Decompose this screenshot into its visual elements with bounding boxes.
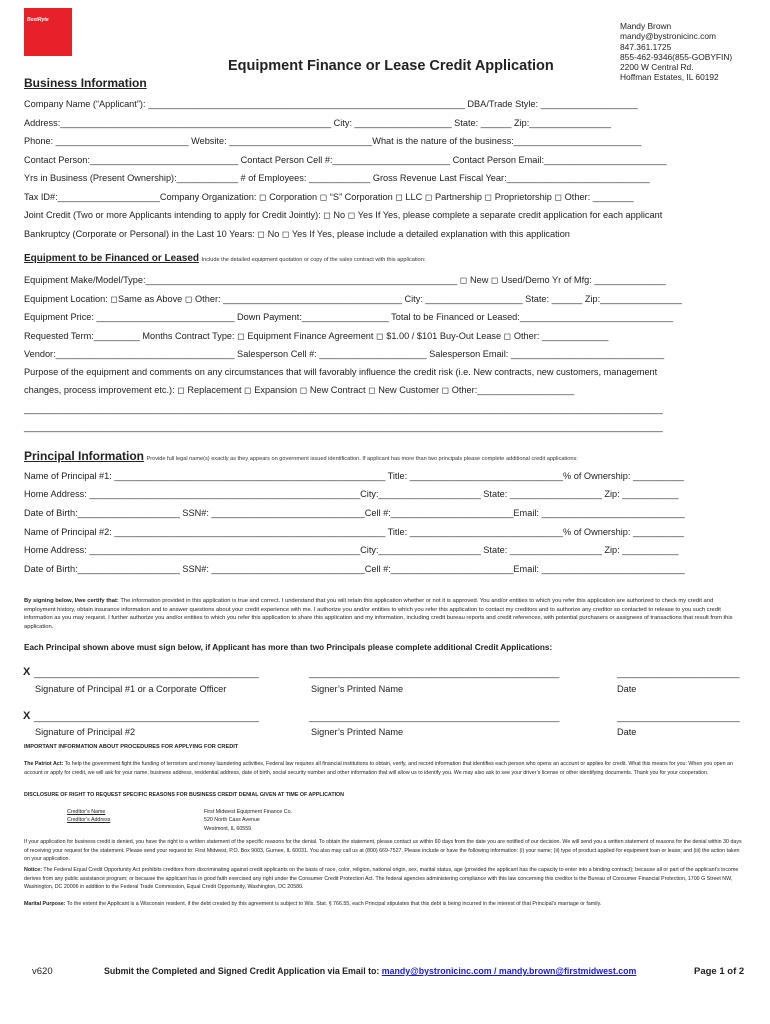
requested-term-line[interactable]: Requested Term:_________ Months Contract Type: ◻ Equipment Finance Agreement ◻ $1.00 / $101 Buy-Out Lease ◻ Other: _____________ bbox=[24, 331, 609, 341]
business-heading: Business Information bbox=[24, 76, 147, 90]
principal-note: Provide full legal name(s) exactly as they appears on government issued identification. If applicant has more than two principals please complete additional credit applications: bbox=[146, 456, 578, 462]
notice-lead: Notice: bbox=[24, 867, 42, 873]
printed-name2-line[interactable]: _________________________________________________ bbox=[309, 712, 560, 722]
contact-person-line[interactable]: Contact Person:_____________________________ Contact Person Cell #:_______________________ Contact Person Email:________________________ bbox=[24, 155, 667, 165]
company-logo bbox=[24, 8, 72, 56]
vendor-line[interactable]: Vendor:___________________________________ Salesperson Cell #: _____________________ Salesperson Email: ______________________________ bbox=[24, 349, 665, 359]
date1-label: Date bbox=[617, 684, 637, 694]
principal2-dob-line[interactable]: Date of Birth:____________________ SSN#: ______________________________Cell #:________________________Email: ____________________________ bbox=[24, 564, 685, 574]
submit-instructions bbox=[104, 966, 636, 976]
contact-address-city: Hoffman Estates, IL 60192 bbox=[620, 72, 719, 83]
joint-credit-line[interactable]: Joint Credit (Two or more Applicants intending to apply for Credit Jointly): ◻ No ◻ Yes If Yes, please complete a separate credit application for each applicant bbox=[24, 210, 663, 220]
equipment-price-line[interactable]: Equipment Price: ___________________________ Down Payment:_________________ Total to be Financed or Leased:______________________________ bbox=[24, 312, 674, 322]
contact-phone: 847.361.1725 bbox=[620, 41, 672, 52]
date2-label: Date bbox=[617, 727, 637, 737]
important-heading: IMPORTANT INFORMATION ABOUT PROCEDURES FOR APPLYING FOR CREDIT bbox=[24, 744, 239, 750]
patriot-act-paragraph bbox=[24, 760, 746, 778]
phone-website-line[interactable]: Phone: __________________________ Website: ____________________________What is the nature of the business:_________________________ bbox=[24, 136, 642, 146]
marital-purpose-lead: Marital Purpose: bbox=[24, 901, 66, 907]
version-label: v620 bbox=[32, 966, 53, 977]
contact-address-street: 2200 W Central Rd. bbox=[620, 62, 694, 73]
creditor-address-label: Creditor’s Address bbox=[67, 817, 111, 824]
equipment-location-line[interactable]: Equipment Location: ◻Same as Above ◻ Other: ___________________________________ City: ___________________ State: ______ Zip:________________ bbox=[24, 294, 682, 304]
years-in-business-line[interactable]: Yrs in Business (Present Ownership):____________ # of Employees: ____________ Gross Revenue Last Fiscal Year:____________________________ bbox=[24, 173, 650, 183]
page-title: Equipment Finance or Lease Credit Application bbox=[228, 58, 554, 74]
equipment-heading: Equipment to be Financed or Leased bbox=[24, 253, 200, 264]
tax-id-line[interactable]: Tax ID#:____________________Company Organization: ◻ Corporation ◻ “S” Corporation ◻ LLC ◻ Partnership ◻ Proprietorship ◻ Other: ________ bbox=[24, 192, 634, 202]
printed-name1-label: Signer’s Printed Name bbox=[311, 684, 404, 694]
marital-purpose-paragraph bbox=[24, 900, 746, 909]
principal-heading: Principal Information bbox=[24, 449, 145, 463]
bankruptcy-line[interactable]: Bankruptcy (Corporate or Personal) in the Last 10 Years: ◻ No ◻ Yes If Yes, please include a detailed explanation with this application bbox=[24, 229, 570, 239]
submit-text: Submit the Completed and Signed Credit Application via Email to: bbox=[104, 966, 380, 976]
creditor-city: Westmont, IL 60559 bbox=[204, 825, 252, 832]
certification-paragraph bbox=[24, 597, 746, 631]
sig1-x-mark: X bbox=[23, 666, 31, 678]
printed-name1-line[interactable]: _________________________________________________ bbox=[309, 668, 560, 678]
comments-line-2[interactable]: _____________________________________________________________________________________________________________________________ bbox=[24, 422, 663, 432]
certification-text: The information provided in this application is true and correct. I understand that you will retain this application whether or not it is approved. You and/or entities to which you refer this application are authorized to check my credit and employment history, obtain insurance information and to answer questions about your credit experience with me. I authorize you and/or entities to which you refer this application to contact my creditors and to authorize any creditor so contacted to release to you such credit information as you may request. I further authorize you and/or entities to which you refer this application to share this application and my information, including credit bureau reports and credit references, with potential purchasers or assignees of transactions that result from this application. bbox=[24, 598, 733, 630]
notice-text: The Federal Equal Credit Opportunity Act prohibits creditors from discriminating against credit applicants on the basis of race, color, religion, national origin, sex, marital status, age (provided the applicant has the capacity to enter into a binding contract); because all or part of the applicant's income derives from any public assistance program; or because the applicant has in good faith exercised any right under the Consumer Credit Protection Act. The federal agencies administering compliance with this law concerning this creditor is the Bureau of Consumer Financial Protection, 1700 G Street NW, Washington, DC 20006 in addition to the Federal Trade Commission, Equal Credit Opportunity, Washington, DC 20580. bbox=[24, 867, 739, 891]
logo-text: BestRyte bbox=[27, 17, 49, 23]
contact-name: Mandy Brown bbox=[620, 21, 672, 31]
equipment-heading-row bbox=[24, 253, 425, 264]
notice-paragraph bbox=[24, 866, 746, 892]
address-line[interactable]: Address:_____________________________________________________ City: ___________________ State: ______ Zip:________________ bbox=[24, 118, 612, 128]
date2-line[interactable]: ________________________ bbox=[617, 712, 740, 722]
printed-name2-label: Signer’s Printed Name bbox=[311, 727, 404, 737]
sig2-line[interactable]: ____________________________________________ bbox=[34, 712, 259, 722]
principal1-name-line[interactable]: Name of Principal #1: _____________________________________________________ Title: ______________________________% of Ownership: __________ bbox=[24, 471, 685, 481]
company-name-line[interactable]: Company Name (“Applicant”): ______________________________________________________________ DBA/Trade Style: ___________________ bbox=[24, 99, 638, 109]
principal-heading-row bbox=[24, 449, 578, 463]
equipment-note: Include the detailed equipment quotation or copy of the sales contract with this application: bbox=[201, 257, 426, 263]
sig2-label: Signature of Principal #2 bbox=[35, 727, 136, 737]
sig2-x-mark: X bbox=[23, 710, 31, 722]
creditor-details bbox=[204, 808, 292, 833]
denial-paragraph: If your application for business credit is denied, you have the right to a written statement of the specific reasons for the denial. To obtain the statement, please contact us within 60 days from the date you are notified of our decision. We will send you a written statement of reasons for the denial within 30 days of receiving your request for the statement. Please send your request to: First Midwest, P.O. Box 9003, Gurnee, IL 60031. You also may call us at (800) 669-7527. Please include or have the following information: (i) your name; (ii) type of product applied for equipment loan or lease; and (iii) the action taken on your application. bbox=[24, 839, 742, 863]
page-number: Page 1 of 2 bbox=[694, 966, 745, 977]
date1-line[interactable]: ________________________ bbox=[617, 668, 740, 678]
patriot-act-text: To help the government fight the funding of terrorism and money laundering activities, Federal law requires all financial institutions to obtain, verify, and record information that identifies each person who opens an account or applies for credit. What this means for you: When you open an account or apply for credit, we will ask for your name, business address, residential address, date of birth, social security number and other information that will allow us to identify you. We may also ask to see your driver’s license or other identifying documents. Thank you for your cooperation. bbox=[24, 761, 733, 776]
principal2-name-line[interactable]: Name of Principal #2: _____________________________________________________ Title: ______________________________% of Ownership: __________ bbox=[24, 527, 685, 537]
sig1-line[interactable]: ____________________________________________ bbox=[34, 668, 259, 678]
disclosure-heading: DISCLOSURE OF RIGHT TO REQUEST SPECIFIC REASONS FOR BUSINESS CREDIT DENIAL GIVEN AT TIME OF APPLICATION bbox=[24, 792, 344, 798]
submit-email-links[interactable]: mandy@bystronicinc.com / mandy.brown@firstmidwest.com bbox=[381, 966, 637, 976]
purpose-line: Purpose of the equipment and comments on any circumstances that will favorably influence the credit risk (i.e. New contracts, new customers, management bbox=[24, 367, 658, 377]
creditor-name-label: Creditor’s Name bbox=[67, 809, 106, 815]
principal1-dob-line[interactable]: Date of Birth:____________________ SSN#: ______________________________Cell #:________________________Email: ____________________________ bbox=[24, 508, 685, 518]
signatures-heading: Each Principal shown above must sign below, if Applicant has more than two Principals please complete additional Credit Applications: bbox=[24, 643, 553, 652]
creditor-street: 520 North Cass Avenue bbox=[204, 817, 260, 824]
sig1-label: Signature of Principal #1 or a Corporate Officer bbox=[35, 684, 227, 694]
equipment-make-line[interactable]: Equipment Make/Model/Type:_____________________________________________________________ ◻ New ◻ Used/Demo Yr of Mfg: ______________ bbox=[24, 275, 666, 285]
comments-line-1[interactable]: _____________________________________________________________________________________________________________________________ bbox=[24, 404, 663, 414]
principal2-address-line[interactable]: Home Address: _____________________________________________________City:____________________ State: __________________ Zip: ___________ bbox=[24, 545, 679, 555]
contact-tollfree: 855-462-9346(855-GOBYFIN) bbox=[620, 51, 733, 62]
contact-email[interactable]: mandy@bystronicinc.com bbox=[620, 31, 717, 42]
creditor-labels bbox=[67, 808, 110, 825]
marital-purpose-text: To the extent the Applicant is a Wisconsin resident, if the debt created by this agreement is subject to Wis. Stat. § 766.55, each Principal stipulates that this debt is being incurred in the interest of that Principal's marriage or family. bbox=[65, 901, 602, 907]
purpose-options-line[interactable]: changes, process improvement etc.): ◻ Replacement ◻ Expansion ◻ New Contract ◻ New Customer ◻ Other:___________________ bbox=[24, 385, 575, 395]
contact-block bbox=[620, 21, 732, 83]
certification-lead: By signing below, I/we certify that: bbox=[24, 598, 119, 604]
creditor-name: First Midwest Equipment Finance Co. bbox=[204, 809, 293, 815]
principal1-address-line[interactable]: Home Address: _____________________________________________________City:____________________ State: __________________ Zip: ___________ bbox=[24, 489, 679, 499]
patriot-act-lead: The Patriot Act: bbox=[24, 761, 64, 767]
